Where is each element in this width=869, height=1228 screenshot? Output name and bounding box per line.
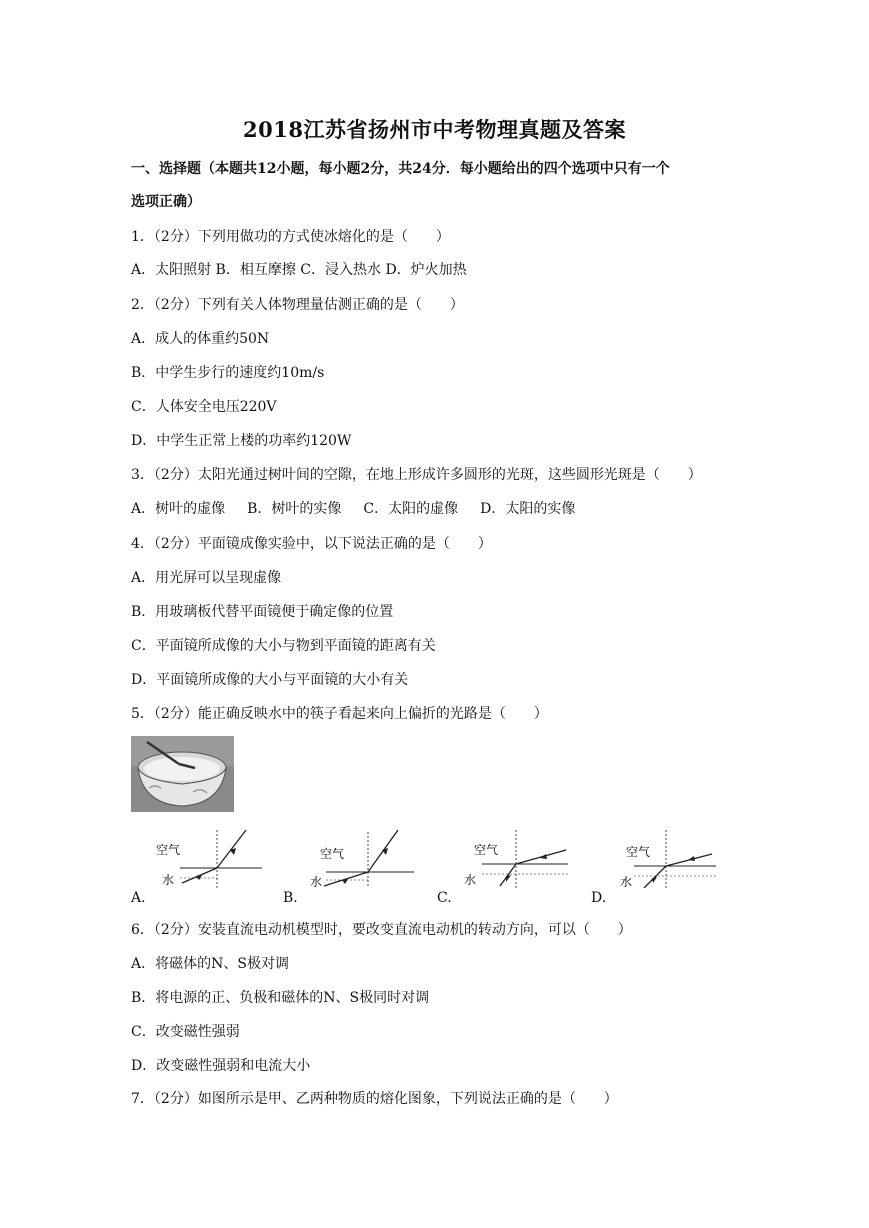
diagram-a-label: A. [131,890,146,906]
light-path-diagram-d [612,828,732,888]
q3-option-b: B．树叶的实像 [247,501,342,517]
q3-option-d: D．太阳的实像 [480,501,576,517]
q6-option-d: D．改变磁性强弱和电流大小 [131,1058,311,1074]
water-label: 水 [620,875,633,888]
q1-options: A．太阳照射 B．相互摩擦 C．浸入热水 D．炉火加热 [131,262,467,278]
air-label: 空气 [156,843,181,857]
q1-stem: 1．（2分）下列用做功的方式使冰熔化的是（ ） [131,229,450,245]
q6-stem: 6．（2分）安装直流电动机模型时，要改变直流电动机的转动方向，可以（ ） [131,922,632,938]
light-path-diagram-c [456,828,576,888]
q4-stem: 4．（2分）平面镜成像实验中，以下说法正确的是（ ） [131,536,492,552]
q4-option-a: A．用光屏可以呈现虚像 [131,570,282,586]
diagram-d-label: D. [591,890,607,906]
q2-option-d: D．中学生正常上楼的功率约120W [131,433,352,449]
q2-option-b: B．中学生步行的速度约10m/s [131,365,325,381]
diagram-c-label: C. [437,890,452,906]
water-label: 水 [162,873,175,887]
q2-stem: 2．（2分）下列有关人体物理量估测正确的是（ ） [131,297,464,313]
water-label: 水 [310,875,323,888]
q3-option-c: C．太阳的虚像 [363,501,459,517]
water-label: 水 [464,873,477,887]
q2-option-a: A．成人的体重约50N [131,331,270,347]
q6-option-b: B．将电源的正、负极和磁体的N、S极同时对调 [131,990,430,1006]
air-label: 空气 [626,845,651,859]
q3-option-a: A．树叶的虚像 [131,501,226,517]
q6-option-a: A．将磁体的N、S极对调 [131,956,289,972]
q2-option-c: C．人体安全电压220V [131,399,277,415]
air-label: 空气 [474,843,499,857]
diagram-b-label: B. [283,890,298,906]
q4-option-c: C．平面镜所成像的大小与物到平面镜的距离有关 [131,638,436,654]
q4-option-b: B．用玻璃板代替平面镜便于确定像的位置 [131,604,394,620]
q6-option-c: C．改变磁性强弱 [131,1024,240,1040]
q4-option-d: D．平面镜所成像的大小与平面镜的大小有关 [131,672,409,688]
light-path-diagram-a [150,828,270,888]
q3-options [131,500,575,518]
air-label: 空气 [320,847,345,861]
light-path-diagram-b [302,828,422,888]
chopsticks-bowl-photo [131,736,234,812]
q7-stem: 7．（2分）如图所示是甲、乙两种物质的熔化图象，下列说法正确的是（ ） [131,1091,618,1107]
section-heading-line1: 一、选择题（本题共12小题，每小题2分，共24分．每小题给出的四个选项中只有一个 [131,161,670,177]
section-heading-line2: 选项正确） [131,194,201,210]
q3-stem: 3．（2分）太阳光通过树叶间的空隙，在地上形成许多圆形的光斑，这些圆形光斑是（ ） [131,467,702,483]
q5-stem: 5．（2分）能正确反映水中的筷子看起来向上偏折的光路是（ ） [131,706,548,722]
page-title: 2018江苏省扬州市中考物理真题及答案 [243,117,626,142]
